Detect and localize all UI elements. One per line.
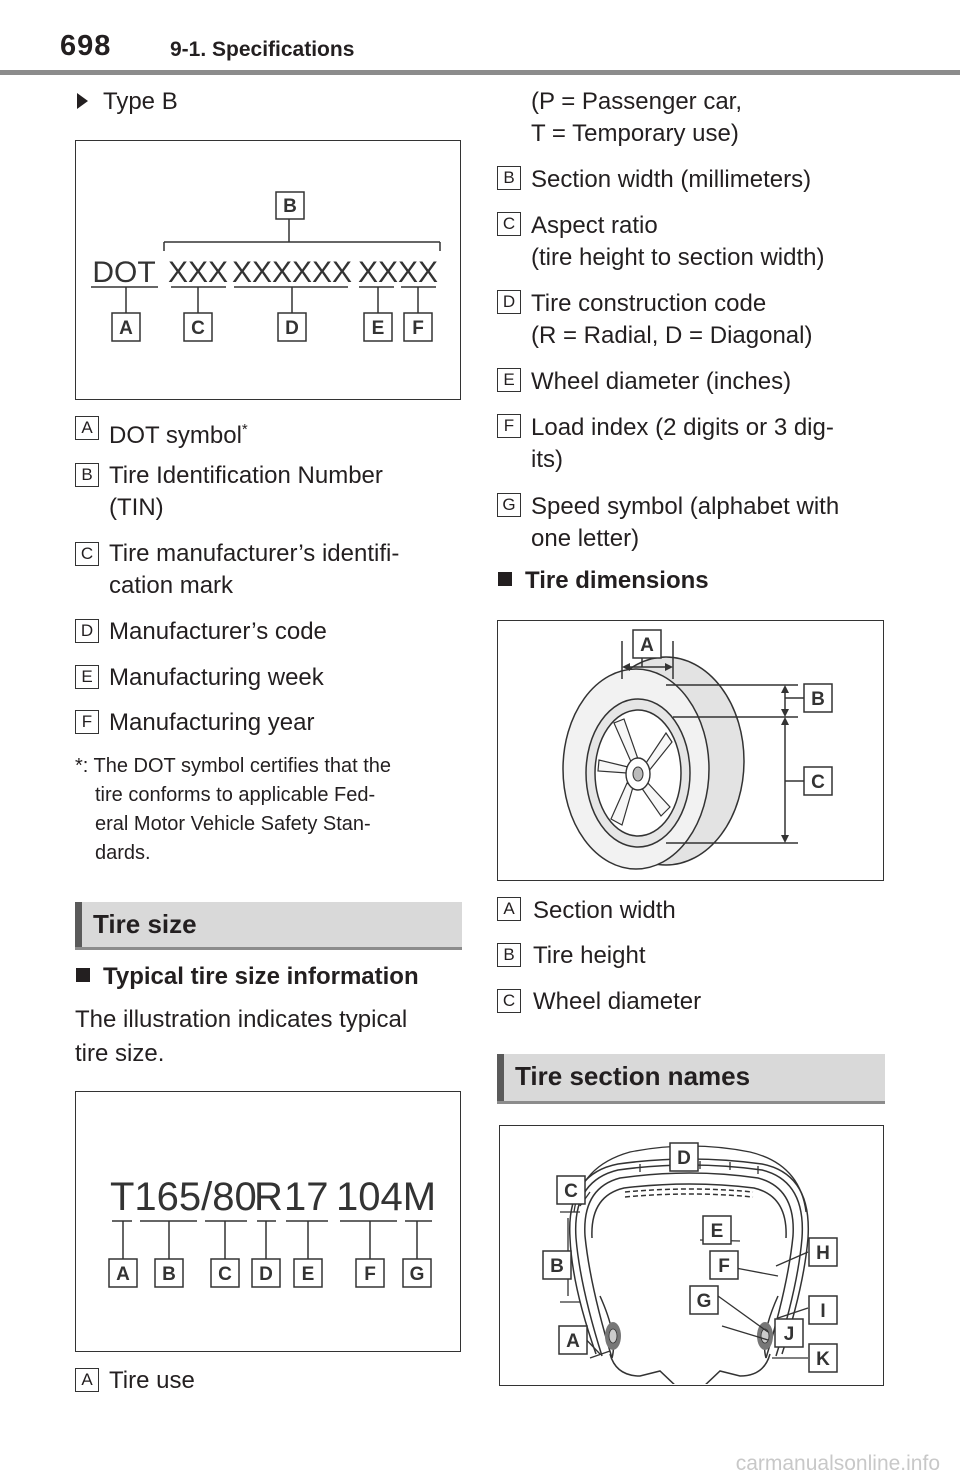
tire-use-detail: T = Temporary use) <box>531 120 739 147</box>
square-bullet-icon <box>75 962 95 995</box>
legend-text: Tire use <box>109 1367 195 1394</box>
legend-label: D <box>497 290 521 314</box>
figure-label: C <box>191 318 205 339</box>
legend-text: cation mark <box>109 572 234 599</box>
legend-label: C <box>75 542 99 566</box>
legend-text: Load index (2 digits or 3 dig- <box>531 414 834 441</box>
legend-label: A <box>75 416 99 440</box>
figure-label: F <box>718 1256 730 1277</box>
tire-size-heading-bar <box>75 902 462 950</box>
section-names-heading-bar <box>497 1054 885 1104</box>
legend-label: C <box>497 989 521 1013</box>
legend-label: G <box>497 493 521 517</box>
dot-segment: DOT <box>92 256 156 289</box>
section-names-heading: Tire section names <box>515 1061 751 1091</box>
figure-label: C <box>218 1264 232 1285</box>
legend-text: Tire Identification Number <box>109 462 383 489</box>
legend-text: Wheel diameter (inches) <box>531 368 792 395</box>
dimensions-heading: Tire dimensions <box>525 567 709 594</box>
figure-label: A <box>116 1264 130 1285</box>
figure-label: F <box>364 1264 376 1285</box>
legend-text: (R = Radial, D = Diagonal) <box>531 322 813 349</box>
size-segment: 17 <box>284 1175 329 1219</box>
figure-label: B <box>283 196 297 217</box>
legend-text: Tire height <box>533 942 646 969</box>
legend-label: D <box>75 619 99 643</box>
legend-text: Section width (millimeters) <box>531 166 812 193</box>
legend-text: DOT symbol* <box>109 421 248 449</box>
legend-text: one letter) <box>531 525 640 552</box>
legend-label: E <box>497 368 521 392</box>
page-number: 698 <box>60 30 112 62</box>
figure-label: D <box>677 1148 691 1169</box>
figure-label: A <box>119 318 133 339</box>
figure-label: C <box>564 1181 578 1202</box>
tire-size-diagram <box>75 1091 461 1352</box>
legend-text: Tire manufacturer’s identifi- <box>109 540 400 567</box>
figure-label: A <box>640 635 654 656</box>
figure-label: D <box>259 1264 273 1285</box>
legend-label: A <box>497 897 521 921</box>
figure-label: K <box>816 1349 830 1370</box>
section-title: 9-1. Specifications <box>170 38 355 61</box>
figure-label: E <box>710 1221 724 1242</box>
dot-segment: XXXXXX <box>231 256 353 289</box>
dot-diagram <box>75 140 461 400</box>
legend-text: Manufacturing year <box>109 709 315 736</box>
legend-label: F <box>75 710 99 734</box>
legend-text: Manufacturing week <box>109 664 324 691</box>
figure-label: C <box>811 772 825 793</box>
tire-use-detail: (P = Passenger car, <box>531 88 743 115</box>
figure-label: E <box>371 318 385 339</box>
tire-dimensions-diagram <box>497 620 884 881</box>
figure-label: E <box>301 1264 315 1285</box>
typical-body: The illustration indicates typical <box>75 1006 408 1033</box>
dot-segment: XXX <box>167 256 229 289</box>
legend-label: B <box>497 943 521 967</box>
square-bullet-icon <box>497 566 517 599</box>
legend-label: C <box>497 212 521 236</box>
legend-text: (tire height to section width) <box>531 244 825 271</box>
figure-label: A <box>566 1331 580 1352</box>
figure-label: F <box>412 318 424 339</box>
tire-section-diagram <box>499 1125 884 1386</box>
figure-label: G <box>409 1264 425 1285</box>
figure-label: H <box>816 1243 830 1264</box>
triangle-bullet-icon <box>76 90 90 117</box>
type-b-label: Type B <box>103 88 178 115</box>
typical-body: tire size. <box>75 1040 165 1067</box>
dot-segment: XXXX <box>357 256 439 289</box>
legend-label: A <box>75 1368 99 1392</box>
figure-label: B <box>811 689 825 710</box>
figure-label: B <box>550 1256 564 1277</box>
size-segment: T165/80 <box>110 1175 257 1219</box>
legend-text: Speed symbol (alphabet with <box>531 493 840 520</box>
legend-text: Tire construction code <box>531 290 767 317</box>
size-segment: R <box>254 1175 283 1219</box>
legend-label: B <box>497 166 521 190</box>
footnote: *: The DOT symbol certifies that the tire conforms to applicable Fed- eral Motor Vehicle Safety Stan- dards. <box>75 755 392 864</box>
legend-text: (TIN) <box>109 494 164 521</box>
typical-heading: Typical tire size information <box>103 963 419 990</box>
legend-text: Wheel diameter <box>533 988 702 1015</box>
figure-label: G <box>696 1291 712 1312</box>
legend-text: its) <box>531 446 563 473</box>
legend-text: Manufacturer’s code <box>109 618 327 645</box>
figure-label: D <box>285 318 299 339</box>
watermark: carmanualsonline.info <box>735 1452 940 1475</box>
legend-text: Section width <box>533 897 676 924</box>
legend-text: Aspect ratio <box>531 212 658 239</box>
size-segment: 104M <box>336 1175 437 1219</box>
figure-label: B <box>162 1264 176 1285</box>
figure-label: I <box>820 1301 826 1322</box>
legend-label: E <box>75 665 99 689</box>
tire-size-heading: Tire size <box>93 909 197 939</box>
legend-label: B <box>75 463 99 487</box>
header-rule <box>0 70 960 75</box>
figure-label: J <box>783 1324 795 1345</box>
legend-label: F <box>497 414 521 438</box>
